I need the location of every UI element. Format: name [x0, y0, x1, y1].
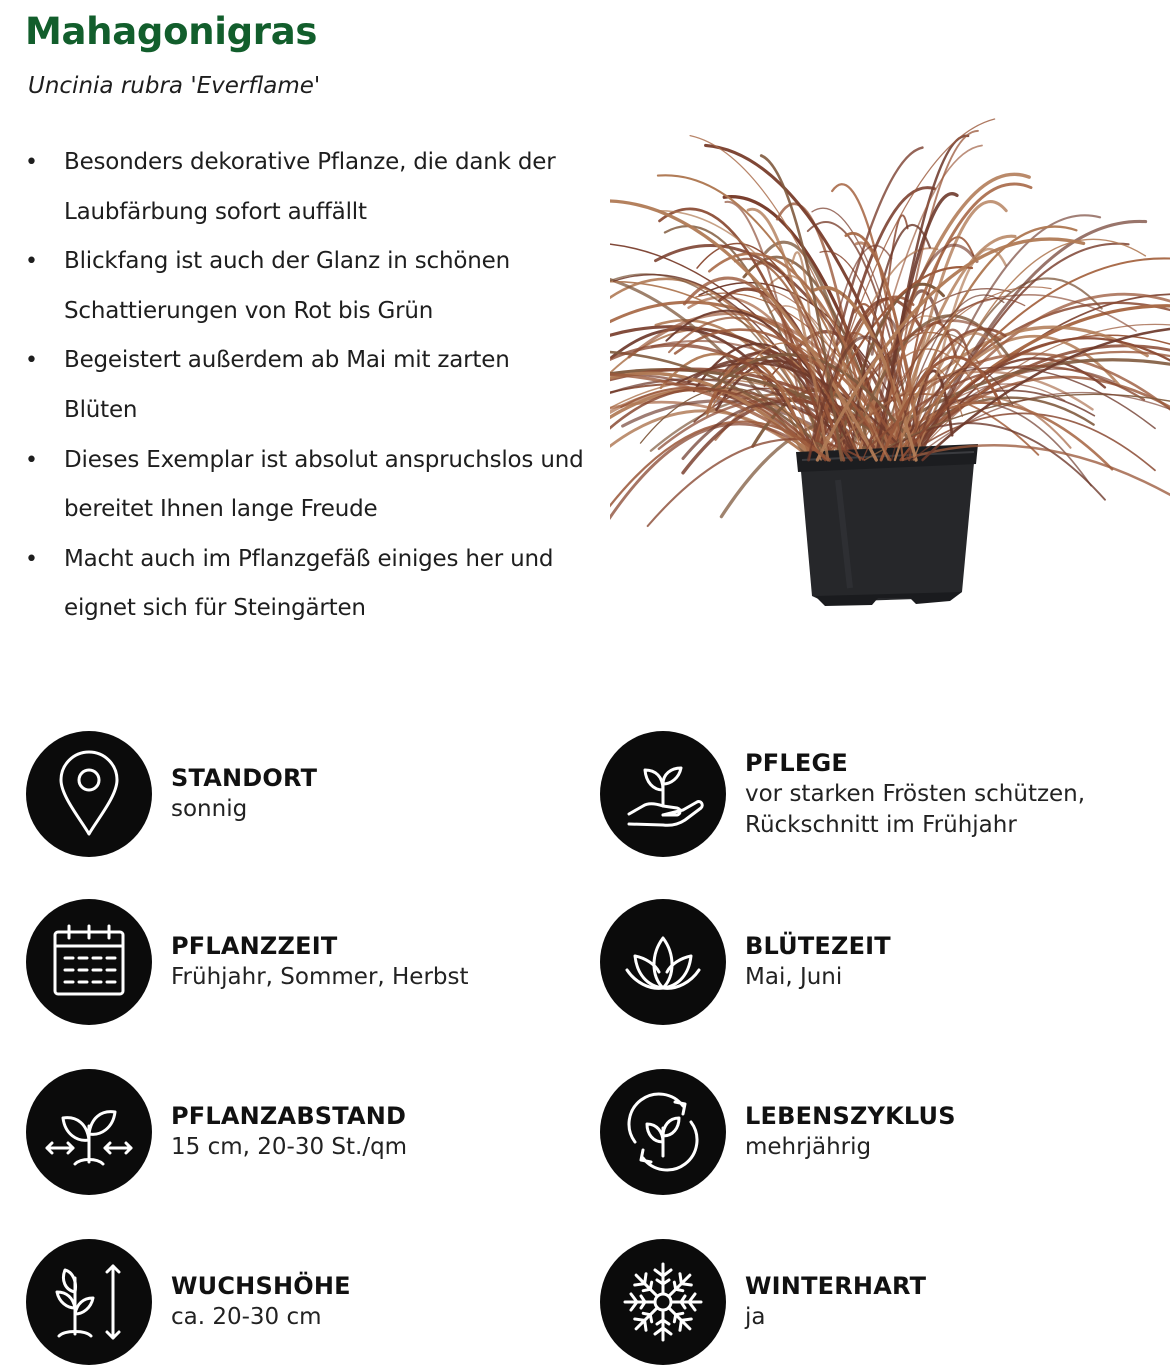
plant-height-icon	[26, 1239, 152, 1365]
list-item-text: Begeistert außerdem ab Mai mit zarten Blüten	[64, 347, 510, 423]
list-item-text: Dieses Exemplar ist absolut anspruchslos und bereitet Ihnen lange Freude	[64, 447, 583, 523]
bullet-dot: •	[25, 535, 38, 585]
feature-pflege	[600, 731, 1160, 861]
latin-name: Uncinia rubra 'Everflame'	[28, 68, 320, 104]
bullet-dot: •	[25, 237, 38, 287]
list-item	[25, 535, 585, 634]
calendar-icon	[26, 899, 152, 1025]
feature-label: LEBENSZYKLUS	[745, 1101, 1165, 1132]
feature-winterhart	[600, 1239, 1160, 1369]
feature-value: Mai, Juni	[745, 962, 1165, 993]
plant-pot	[796, 444, 978, 606]
feature-label: PFLANZABSTAND	[171, 1101, 591, 1132]
feature-label: PFLANZZEIT	[171, 931, 591, 962]
page-title: Mahagonigras	[25, 6, 317, 58]
list-item-text: Besonders dekorative Pflanze, die dank der Laubfärbung sofort auffällt	[64, 149, 555, 225]
plant-cycle-icon	[600, 1069, 726, 1195]
feature-value: sonnig	[171, 794, 591, 825]
list-item	[25, 336, 585, 435]
feature-value: Frühjahr, Sommer, Herbst	[171, 962, 591, 993]
feature-standort	[26, 731, 586, 861]
feature-value: vor starken Frösten schützen, Rückschnitt im Frühjahr	[745, 779, 1165, 841]
list-item	[25, 436, 585, 535]
feature-label: WINTERHART	[745, 1271, 1165, 1302]
feature-value: mehrjährig	[745, 1132, 1165, 1163]
list-item	[25, 138, 585, 237]
feature-label: WUCHSHÖHE	[171, 1271, 591, 1302]
product-image	[610, 40, 1170, 620]
feature-value: ca. 20-30 cm	[171, 1302, 591, 1333]
bullet-dot: •	[25, 336, 38, 386]
hand-seedling-icon	[600, 731, 726, 857]
list-item-text: Macht auch im Pflanzgefäß einiges her und eignet sich für Steingärten	[64, 546, 553, 622]
feature-label: PFLEGE	[745, 748, 1165, 779]
list-item-text: Blickfang ist auch der Glanz in schönen Schattierungen von Rot bis Grün	[64, 248, 510, 324]
lotus-flower-icon	[600, 899, 726, 1025]
bullet-dot: •	[25, 436, 38, 486]
feature-pflanzabstand	[26, 1069, 586, 1199]
feature-lebenszyklus	[600, 1069, 1160, 1199]
feature-bluetezeit	[600, 899, 1160, 1029]
feature-value: ja	[745, 1302, 1165, 1333]
list-item	[25, 237, 585, 336]
feature-value: 15 cm, 20-30 St./qm	[171, 1132, 591, 1163]
plant-spacing-icon	[26, 1069, 152, 1195]
bullet-dot: •	[25, 138, 38, 188]
feature-wuchshoehe	[26, 1239, 586, 1369]
feature-pflanzzeit	[26, 899, 586, 1029]
snowflake-icon	[600, 1239, 726, 1365]
feature-label: STANDORT	[171, 763, 591, 794]
feature-bullet-list	[25, 138, 585, 634]
feature-label: BLÜTEZEIT	[745, 931, 1165, 962]
location-pin-icon	[26, 731, 152, 857]
